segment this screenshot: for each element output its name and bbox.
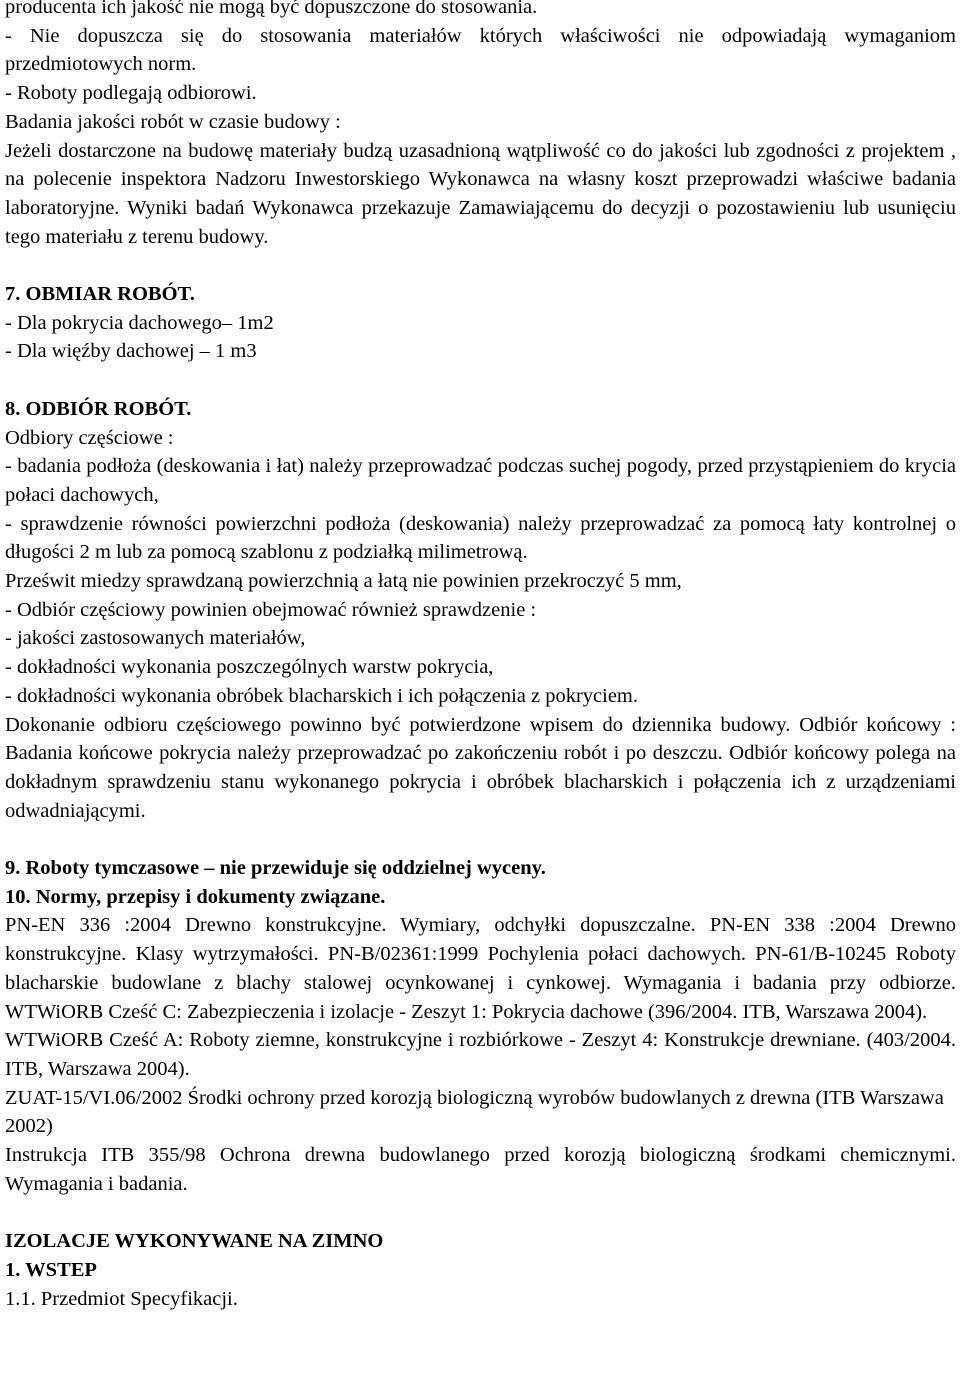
paragraph: Prześwit miedzy sprawdzaną powierzchnią a łatą nie powinien przekroczyć 5 mm, xyxy=(5,570,682,593)
list-item: - Dla pokrycia dachowego– 1m2 xyxy=(5,311,274,334)
subheading: Odbiory częściowe : xyxy=(5,426,174,449)
section-heading-izolacje: IZOLACJE WYKONYWANE NA ZIMNO xyxy=(5,1230,384,1253)
paragraph: ZUAT-15/VI.06/2002 Środki ochrony przed korozją biologiczną wyrobów budowlanych z drewna (ITB Warszawa 2002) xyxy=(5,1086,944,1138)
subsection-heading: 1. WSTEP xyxy=(5,1258,97,1281)
paragraph: WTWiORB Cześć A: Roboty ziemne, konstrukcyjne i rozbiórkowe - Zeszyt 4: Konstrukcje drewniane. (403/2004. ITB, Warszawa 2004). xyxy=(5,1029,956,1080)
list-item: - Dla więźby dachowej – 1 m3 xyxy=(5,340,257,363)
subsection-item: 1.1. Przedmiot Specyfikacji. xyxy=(5,1287,238,1310)
section-heading-10: 10. Normy, przepisy i dokumenty związane. xyxy=(5,885,386,908)
list-item: - dokładności wykonania poszczególnych warstw pokrycia, xyxy=(5,656,494,679)
paragraph: Dokonanie odbioru częściowego powinno być potwierdzone wpisem do dziennika budowy. Odbiór końcowy : Badania końcowe pokrycia należy przeprowadzać po zakończeniu robót i po deszczu. Odbiór końcowy polega na dokładnym sprawdzeniu stanu wykonanego pokrycia i obróbek blacharskich i połączenia ich z urządzeniami odwadniającymi. xyxy=(5,713,956,822)
section-heading-7: 7. OBMIAR ROBÓT. xyxy=(5,283,195,306)
list-item: - dokładności wykonania obróbek blacharskich i ich połączenia z pokryciem. xyxy=(5,684,638,707)
paragraph: PN-EN 336 :2004 Drewno konstrukcyjne. Wymiary, odchyłki dopuszczalne. PN-EN 338 :2004 Drewno konstrukcyjne. Klasy wytrzymałości. PN-B/02361:1999 Pochylenia połaci dachowych. PN-61/B-10245 Roboty blacharskie budowlane z blachy stalowej ocynkowanej i cynkowej. Wymagania i badania przy odbiorze. WTWiORB Cześć C: Zabezpieczenia i izolacje - Zeszyt 1: Pokrycia dachowe (396/2004. ITB, Warszawa 2004). xyxy=(5,914,956,1023)
list-item: - Nie dopuszcza się do stosowania materiałów których właściwości nie odpowiadają wymaganiom przedmiotowych norm. xyxy=(5,24,956,76)
list-item: - sprawdzenie równości powierzchni podłoża (deskowania) należy przeprowadzać za pomocą łaty kontrolnej o długości 2 m lub za pomocą szablonu z podziałką milimetrową. xyxy=(5,512,956,564)
list-item: - Odbiór częściowy powinien obejmować również sprawdzenie : xyxy=(5,598,537,621)
list-item: - jakości zastosowanych materiałów, xyxy=(5,627,306,650)
subheading: Badania jakości robót w czasie budowy : xyxy=(5,110,341,133)
text-line: producenta ich jakość nie mogą być dopuszczone do stosowania. xyxy=(5,0,538,18)
list-item: - Roboty podlegają odbiorowi. xyxy=(5,82,257,105)
list-item: - badania podłoża (deskowania i łat) należy przeprowadzać podczas suchej pogody, przed przystąpieniem do krycia połaci dachowych, xyxy=(5,455,956,506)
section-heading-9: 9. Roboty tymczasowe – nie przewiduje się oddzielnej wyceny. xyxy=(5,857,546,880)
section-heading-8: 8. ODBIÓR ROBÓT. xyxy=(5,397,192,420)
paragraph: Instrukcja ITB 355/98 Ochrona drewna budowlanego przed korozją biologiczną środkami chemicznymi. Wymagania i badania. xyxy=(5,1144,956,1195)
paragraph: Jeżeli dostarczone na budowę materiały budzą uzasadnioną wątpliwość co do jakości lub zgodności z projektem , na polecenie inspektora Nadzoru Inwestorskiego Wykonawca na własny koszt przeprowadzi właściwe badania laboratoryjne. Wyniki badań Wykonawca przekazuje Zamawiającemu do decyzji o pozostawieniu lub usunięciu tego materiału z terenu budowy. xyxy=(5,139,956,248)
